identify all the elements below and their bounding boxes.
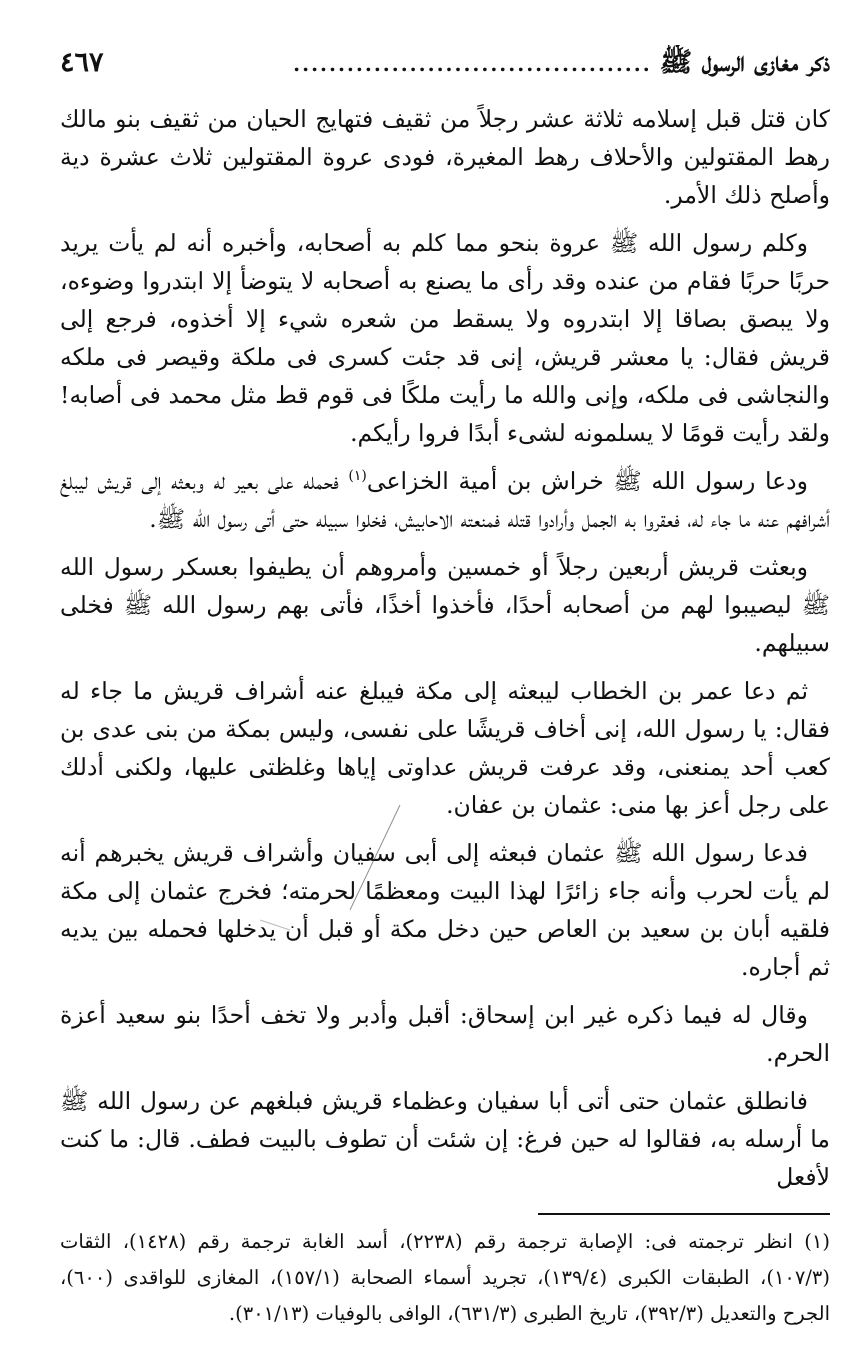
main-text xyxy=(60,100,830,1206)
paragraph-3 xyxy=(60,462,830,538)
paragraph-6: فدعا رسول الله ﷺ عثمان فبعثه إلى أبى سفيان وأشراف قريش يخبرهم أنه لم يأت لحرب وأنه جاء زائرًا لهذا البيت ومعظمًا لحرمته؛ فخرج عثمان إلى مكة فلقيه أبان بن سعيد بن العاص حين دخل مكة أو قبل أن يدخلها فحمله بين يديه ثم أجاره. xyxy=(60,839,830,981)
running-header xyxy=(60,45,830,95)
paragraph-8: فانطلق عثمان حتى أتى أبا سفيان وعظماء قريش فبلغهم عن رسول الله ﷺ ما أرسله به، فقالوا له حين فرغ: إن شئت أن تطوف بالبيت فطف. قال: ما كنت لأفعل xyxy=(60,1087,830,1191)
footnote: (١) انظر ترجمته فى: الإصابة ترجمة رقم (٢٢٣٨)، أسد الغابة ترجمة رقم (١٤٢٨)، الثقات (١٠٧/٣)، الطبقات الكبرى (١٣٩/٤)، تجريد أسماء الصحابة (١٥٧/١)، المغازى للواقدى (٦٠٠)، الجرح والتعديل (٣٩٢/٣)، تاريخ الطبرى (٦٣١/٣)، الوافى بالوفيات (٣٠١/١٣). xyxy=(60,1230,831,1325)
paragraph-5: ثم دعا عمر بن الخطاب ليبعثه إلى مكة فيبلغ عنه أشراف قريش ما جاء له فقال: يا رسول الله، إنى أخاف قريشًا على نفسى، وليس بمكة من بنى عدى بن كعب أحد يمنعنى، وقد عرفت قريش عداوتى إياها وغلظتى عليها، ولكنى أدلك على رجل أعز بها منى: عثمان بن عفان. xyxy=(60,677,830,819)
page-number: ٤٦٧ xyxy=(60,47,104,78)
footnote-marker[interactable]: (١) xyxy=(348,468,367,485)
paragraph-1: كان قتل قبل إسلامه ثلاثة عشر رجلاً من ثقيف فتهايج الحيان من ثقيف بنو مالك رهط المقتولين والأحلاف رهط المغيرة، فودى عروة المقتولين ثلاث عشرة دية وأصلح ذلك الأمر. xyxy=(60,105,830,209)
paragraph-3-lead: ودعا رسول الله ﷺ خراش بن أمية الخزاعى xyxy=(366,467,808,495)
footnote-separator xyxy=(538,1213,830,1215)
paragraph-4: وبعثت قريش أربعين رجلاً أو خمسين وأمروهم أن يطيفوا بعسكر رسول الله ﷺ ليصيبوا لهم من أصحابه أحدًا، فأخذوا أخذًا، فأتى بهم رسول الله ﷺ فخلى سبيلهم. xyxy=(60,553,830,657)
leader-dots: ........................................ xyxy=(293,52,652,76)
running-title: ذكر مغازى الرسول ﷺ xyxy=(659,47,830,78)
paragraph-3-rest: فحمله على بعير له وبعثه إلى قريش ليبلغ أشرافهم عنه ما جاء له، فعقروا به الجمل وأرادوا قتله فمنعته الاحابيش، فخلوا سبيله حتى أتى رسول الله ﷺ. xyxy=(60,467,830,533)
paragraph-7: وقال له فيما ذكره غير ابن إسحاق: أقبل وأدبر ولا تخف أحدًا بنو سعيد أعزة الحرم. xyxy=(60,1001,830,1067)
paragraph-2: وكلم رسول الله ﷺ عروة بنحو مما كلم به أصحابه، وأخبره أنه لم يأت يريد حربًا حربًا فقام من عنده وقد رأى ما يصنع به أصحابه لا يتوضأ إلا ابتدروا وضوءه، ولا يبصق بصاقا إلا ابتدروه ولا يسقط من شعره شيء إلا أخذوه، فرجع إلى قريش فقال: يا معشر قريش، إنى قد جئت كسرى فى ملكة وقيصر فى ملكه والنجاشى فى ملكه، وإنى والله ما رأيت ملكًا فى قوم قط مثل محمد فى أصابه! ولقد رأيت قومًا لا يسلمونه لشىء أبدًا فروا رأيكم. xyxy=(60,229,830,447)
